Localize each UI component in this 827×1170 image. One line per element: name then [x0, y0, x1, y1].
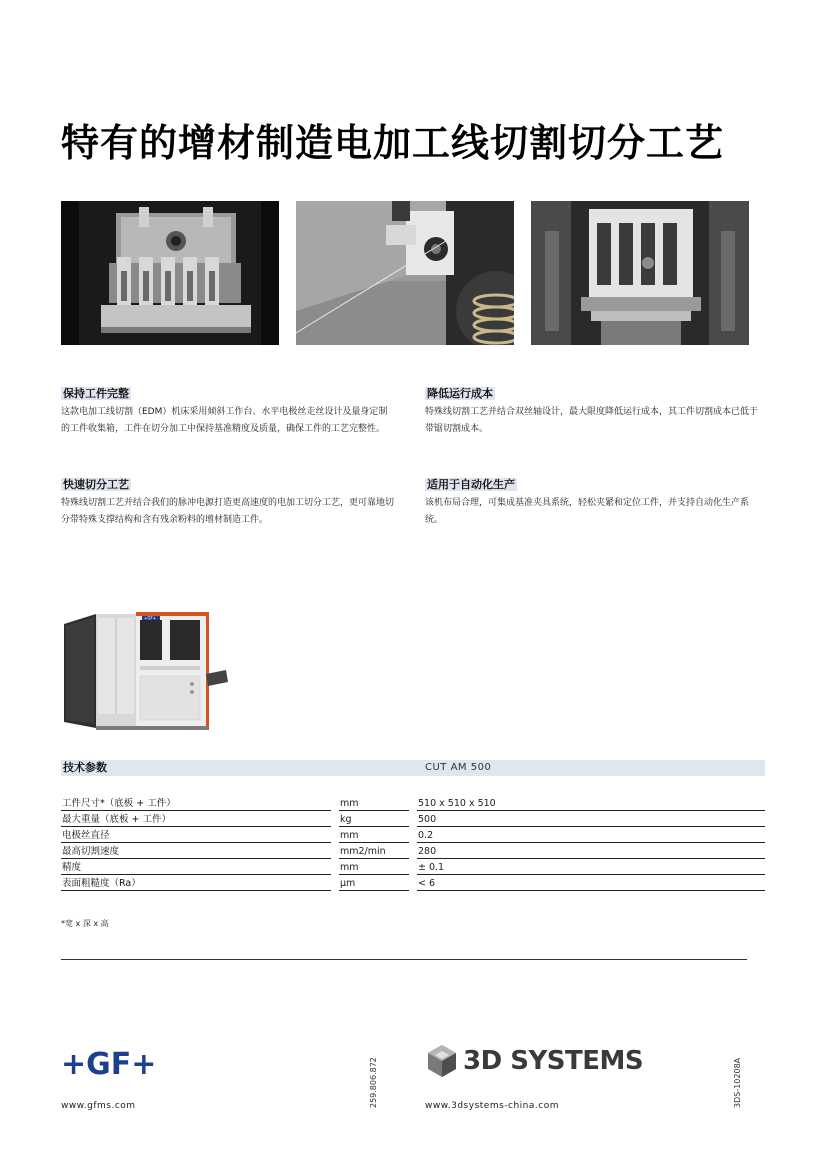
spec-table [61, 794, 765, 891]
spec-value: 510 x 510 x 510 [417, 794, 765, 810]
feature-body: 这款电加工线切割（EDM）机床采用倾斜工作台、水平电极丝走丝设计及量身定制的工件收集箱，工件在切分加工中保持基准精度及质量，确保工件的工艺完整性。 [61, 407, 388, 434]
spec-value: 280 [417, 842, 765, 858]
machine-image [56, 604, 232, 736]
spec-unit: mm2/min [339, 842, 409, 858]
feature-fast-cutting [61, 477, 396, 529]
table-row [61, 794, 765, 810]
gf-logo [61, 1048, 157, 1078]
feature-body: 特殊线切割工艺并结合我们的脉冲电源打造更高速度的电加工切分工艺，更可靠地切分带特殊支撑结构和含有残余粉料的增材制造工件。 [61, 498, 395, 525]
spec-unit: μm [339, 874, 409, 890]
photo-wire-closeup [296, 201, 514, 345]
3d-systems-url-link[interactable]: www.3dsystems-china.com [425, 1101, 559, 1111]
photo-build-plate [61, 201, 279, 345]
gf-document-code: 259.806.872 [369, 1057, 378, 1108]
table-row [61, 826, 765, 842]
spec-value: 500 [417, 810, 765, 826]
spec-name: 表面粗糙度（Ra） [61, 874, 331, 890]
feature-automation [425, 477, 760, 529]
feature-heading: 降低运行成本 [427, 387, 493, 400]
table-row [61, 810, 765, 826]
spec-name: 电极丝直径 [61, 826, 331, 842]
spec-name: 精度 [61, 858, 331, 874]
spec-name: 最大重量（底板 + 工件） [61, 810, 331, 826]
3d-systems-logo [425, 1043, 643, 1079]
gf-url-link[interactable]: www.gfms.com [61, 1101, 136, 1111]
page-title: 特有的增材制造电加工线切割切分工艺 [61, 120, 725, 165]
feature-lower-cost [425, 386, 760, 438]
spec-unit: mm [339, 794, 409, 810]
spec-value: ± 0.1 [417, 858, 765, 874]
feature-body: 特殊线切割工艺并结合双丝轴设计，最大限度降低运行成本，其工件切割成本已低于带锯切割成本。 [425, 407, 759, 434]
spec-unit: kg [339, 810, 409, 826]
feature-heading: 保持工件完整 [63, 387, 129, 400]
table-row [61, 858, 765, 874]
spec-header [61, 760, 765, 776]
spec-unit: mm [339, 826, 409, 842]
feature-heading: 快速切分工艺 [63, 478, 129, 491]
3d-systems-document-code: 3DS-10208A [733, 1057, 742, 1108]
spec-value: < 6 [417, 874, 765, 890]
feature-keep-integrity [61, 386, 396, 438]
feature-heading: 适用于自动化生产 [427, 478, 515, 491]
spec-header-label: 技术参数 [63, 761, 107, 774]
3d-systems-cube-icon [425, 1043, 459, 1079]
gf-logo-text: +GF+ [61, 1048, 157, 1078]
photo-cut-frame [531, 201, 749, 345]
divider [61, 959, 747, 960]
table-row [61, 842, 765, 858]
spec-unit: mm [339, 858, 409, 874]
spec-name: 工件尺寸*（底板 + 工件） [61, 794, 331, 810]
spec-value: 0.2 [417, 826, 765, 842]
footnote: *宽 x 深 x 高 [61, 919, 109, 928]
3d-systems-logo-text: 3D SYSTEMS [463, 1046, 644, 1076]
table-row [61, 874, 765, 890]
spec-name: 最高切割速度 [61, 842, 331, 858]
spec-model-name: CUT AM 500 [425, 762, 492, 773]
feature-body: 该机布局合理，可集成基准夹具系统，轻松夹紧和定位工件，并支持自动化生产系统。 [425, 498, 750, 525]
machine-brand-label: +GF+ [144, 615, 157, 621]
